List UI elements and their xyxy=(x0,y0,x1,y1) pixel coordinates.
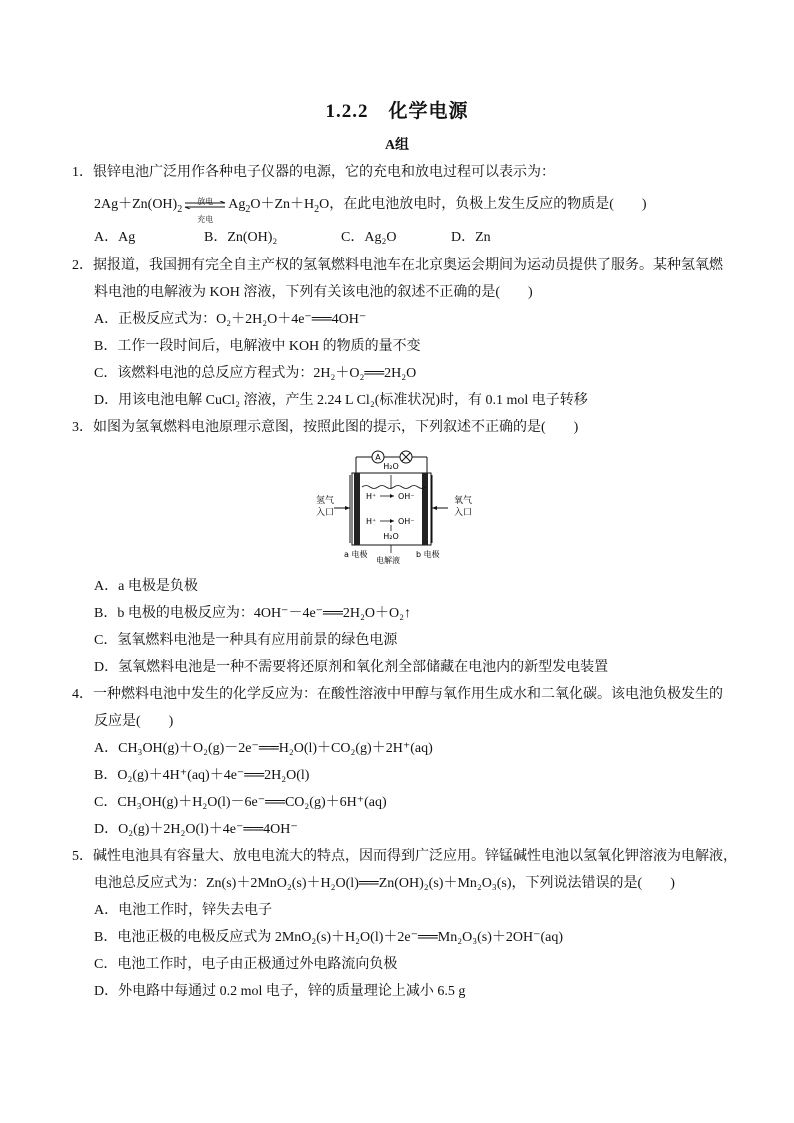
question-3-option-b[interactable]: B．b 电极的电极反应为：4OH⁻－4e⁻══2H₂O＋O₂↑ xyxy=(94,606,411,621)
question-5-option-a[interactable]: A．电池工作时，锌失去电子 xyxy=(94,903,273,918)
oh-label-1: OH⁻ xyxy=(398,492,415,501)
reversible-arrow-icon xyxy=(183,196,227,224)
eq-left-sub: 2 xyxy=(177,203,183,215)
hydrogen-label: 氢气 xyxy=(316,496,335,506)
arrow-top-label: 放电 xyxy=(197,196,214,206)
question-3-stem: 3．如图为氢氧燃料电池原理示意图，按照此图的提示，下列叙述不正确的是( ) xyxy=(72,420,579,435)
eq-left: 2Ag＋Zn(OH) xyxy=(94,197,178,212)
question-1-options xyxy=(94,228,491,248)
question-4-stem: 4．一种燃料电池中发生的化学反应为：在酸性溶液中甲醇与氧作用生成水和二氧化碳。该电池负极发生的 xyxy=(72,687,723,702)
eq-right-sub2: 2 xyxy=(314,203,320,215)
eq-right-c: O，在此电池放电时，负极上发生反应的物质是( ) xyxy=(319,197,647,212)
question-2-stem: 2．据报道，我国拥有完全自主产权的氢氧燃料电池车在北京奥运会期间为运动员提供了服务。某种氢氧燃 xyxy=(72,258,723,273)
question-2-option-b[interactable]: B．工作一段时间后，电解液中 KOH 的物质的量不变 xyxy=(94,339,421,354)
arrow-bottom-label: 充电 xyxy=(197,214,214,224)
water-top-label: H₂O xyxy=(383,462,399,471)
eq-right-sub: 2 xyxy=(245,203,251,215)
question-5-option-b[interactable]: B．电池正极的电极反应式为 2MnO₂(s)＋H₂O(l)＋2e⁻══Mn₂O₃(s)＋2OH⁻(aq) xyxy=(94,930,564,945)
question-1-stem: 1．银锌电池广泛用作各种电子仪器的电源，它的充电和放电过程可以表示为： xyxy=(72,165,555,180)
electrode-b xyxy=(422,473,428,545)
question-2-option-d[interactable]: D．用该电池电解 CuCl₂ 溶液，产生 2.24 L Cl₂(标准状况)时，有 0.1 mol 电子转移 xyxy=(94,393,588,408)
oh-label-2: OH⁻ xyxy=(398,517,415,526)
oxygen-label: 氧气 xyxy=(454,496,473,506)
option-a[interactable]: A．Ag xyxy=(94,230,136,245)
ammeter-label: A xyxy=(375,453,381,462)
fuel-cell-diagram xyxy=(294,445,494,565)
question-3-option-d[interactable]: D．氢氧燃料电池是一种不需要将还原剂和氧化剂全部储藏在电池内的新型发电装置 xyxy=(94,660,609,675)
question-4-stem-cont: 反应是( ) xyxy=(94,714,174,729)
question-2-option-c[interactable]: C．该燃料电池的总反应方程式为：2H₂＋O₂══2H₂O xyxy=(94,366,417,381)
question-4-option-c[interactable]: C．CH₃OH(g)＋H₂O(l)－6e⁻══CO₂(g)＋6H⁺(aq) xyxy=(94,795,387,810)
question-4-option-a[interactable]: A．CH₃OH(g)＋O₂(g)－2e⁻══H₂O(l)＋CO₂(g)＋2H⁺(aq) xyxy=(94,741,433,756)
hydrogen-inlet-label: 入口 xyxy=(316,508,335,518)
electrode-a-label: a 电极 xyxy=(344,550,368,559)
oxygen-inlet-label: 入口 xyxy=(454,508,473,518)
question-5-stem-cont: 电池总反应式为：Zn(s)＋2MnO₂(s)＋H₂O(l)══Zn(OH)₂(s)＋Mn₂O₃(s)，下列说法错误的是( ) xyxy=(94,876,675,891)
question-4-option-b[interactable]: B．O₂(g)＋4H⁺(aq)＋4e⁻══2H₂O(l) xyxy=(94,768,310,783)
question-5-option-c[interactable]: C．电池工作时，电子由正极通过外电路流向负极 xyxy=(94,957,398,972)
question-4-option-d[interactable]: D．O₂(g)＋2H₂O(l)＋4e⁻══4OH⁻ xyxy=(94,822,298,837)
question-5-option-d[interactable]: D．外电路中每通过 0.2 mol 电子，锌的质量理论上减小 6.5 g xyxy=(94,984,466,999)
question-3-option-a[interactable]: A．a 电极是负极 xyxy=(94,579,198,594)
electrode-a xyxy=(354,473,360,545)
question-1-equation xyxy=(94,195,647,224)
electrode-b-label: b 电极 xyxy=(416,550,440,559)
hplus-label-2: H⁺ xyxy=(366,517,377,526)
eq-right-a: Ag xyxy=(228,197,246,212)
question-5-stem: 5．碱性电池具有容量大、放电电流大的特点，因而得到广泛应用。锌锰碱性电池以氢氧化钾溶液为电解液， xyxy=(72,849,737,864)
question-3-option-c[interactable]: C．氢氧燃料电池是一种具有应用前景的绿色电源 xyxy=(94,633,398,648)
option-b[interactable]: B．Zn(OH)₂ xyxy=(204,230,278,245)
water-bottom-label: H₂O xyxy=(383,532,399,541)
section-heading: A组 xyxy=(384,138,410,153)
page-title: 1.2.2 化学电源 xyxy=(325,101,469,122)
hplus-label-1: H⁺ xyxy=(366,492,377,501)
option-c[interactable]: C．Ag₂O xyxy=(341,230,397,245)
question-2-stem-cont: 料电池的电解液为 KOH 溶液，下列有关该电池的叙述不正确的是( ) xyxy=(94,285,533,300)
question-2-option-a[interactable]: A．正极反应式为：O₂＋2H₂O＋4e⁻══4OH⁻ xyxy=(94,312,367,327)
eq-right-b: O＋Zn＋H xyxy=(250,197,315,212)
option-d[interactable]: D．Zn xyxy=(451,230,491,245)
electrolyte-label: 电解液 xyxy=(376,556,400,565)
